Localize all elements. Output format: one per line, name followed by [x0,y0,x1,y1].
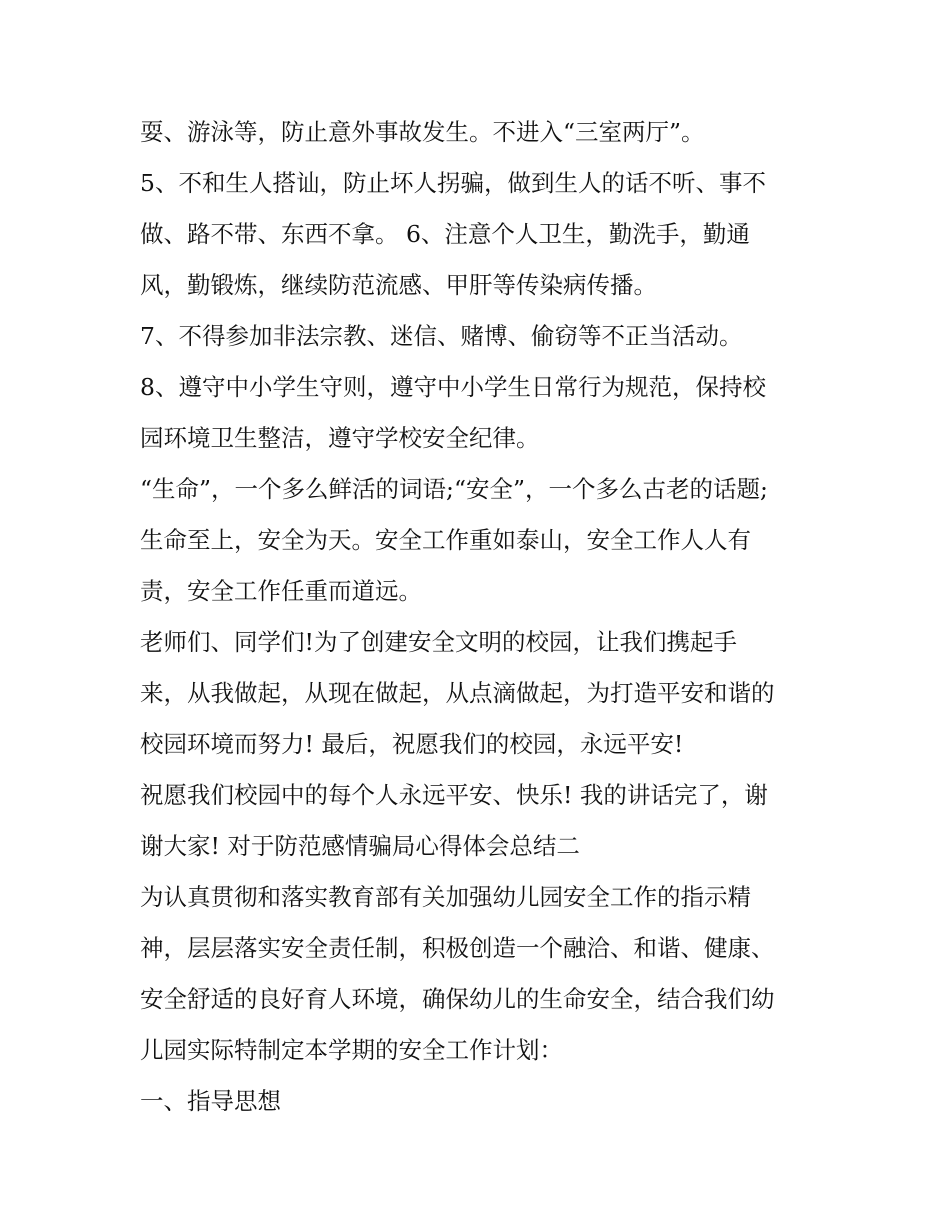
text-line: 5、不和生人搭讪，防止坏人拐骗，做到生人的话不听、事不 [140,169,766,197]
text-line: 耍、游泳等，防止意外事故发生。不进入“三室两厅”。 [140,118,705,146]
text-line: 神，层层落实安全责任制，积极创造一个融洽、和谐、健康、 [140,934,775,962]
text-line: 责，安全工作任重而道远。 [140,577,422,605]
text-line: “生命”，一个多么鲜活的词语;“安全”，一个多么古老的话题; [140,475,768,503]
text-line: 生命至上，安全为天。安全工作重如泰山，安全工作人人有 [140,526,751,554]
text-line: 园环境卫生整洁，遵守学校安全纪律。 [140,424,540,452]
text-line: 做、路不带、东西不拿。 6、注意个人卫生，勤洗手，勤通 [140,220,750,248]
text-line: 校园环境而努力! 最后，祝愿我们的校园，永远平安! [140,730,684,758]
text-line: 安全舒适的良好育人环境，确保幼儿的生命安全，结合我们幼 [140,985,775,1013]
section-heading: 一、指导思想 [140,1087,281,1115]
document-body [140,107,820,1127]
text-line: 儿园实际特制定本学期的安全工作计划： [140,1036,563,1064]
text-line: 风，勤锻炼，继续防范流感、甲肝等传染病传播。 [140,271,657,299]
text-line: 老师们、同学们!为了创建安全文明的校园，让我们携起手 [140,628,737,656]
text-line: 谢大家! 对于防范感情骗局心得体会总结二 [140,832,580,860]
text-line: 7、不得参加非法宗教、迷信、赌博、偷窃等不正当活动。 [140,322,743,350]
text-line: 来，从我做起，从现在做起，从点滴做起，为打造平安和谐的 [140,679,775,707]
text-line: 祝愿我们校园中的每个人永远平安、快乐! 我的讲话完了，谢 [140,781,768,809]
text-line: 为认真贯彻和落实教育部有关加强幼儿园安全工作的指示精 [140,883,751,911]
text-line: 8、遵守中小学生守则，遵守中小学生日常行为规范，保持校 [140,373,766,401]
